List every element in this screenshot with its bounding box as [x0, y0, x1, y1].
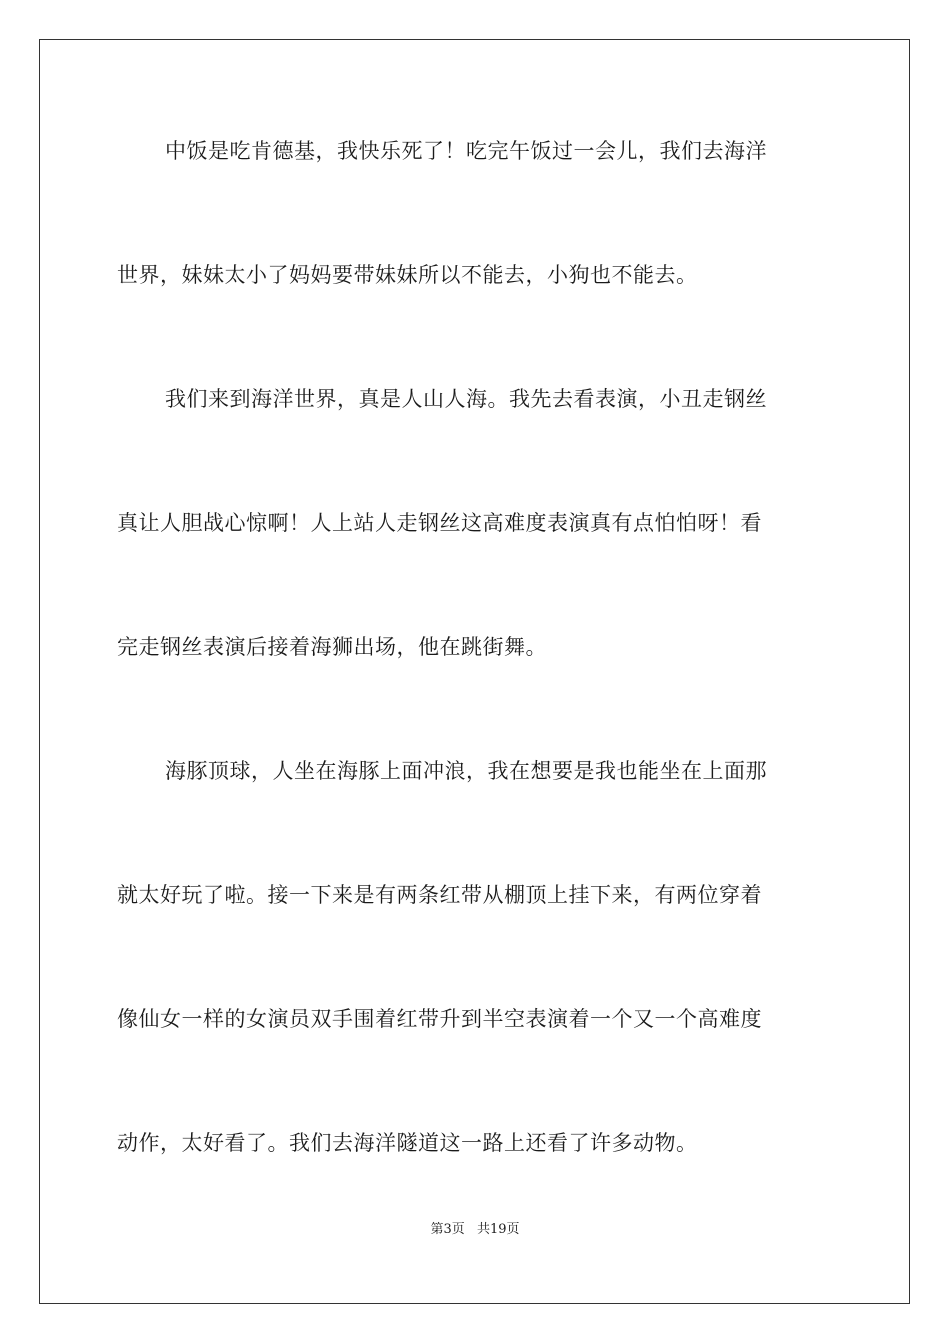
- paragraph-2-line-1: 我们来到海洋世界，真是人山人海。我先去看表演，小丑走钢丝: [165, 387, 767, 411]
- paragraph-2-line-3: 完走钢丝表演后接着海狮出场，他在跳街舞。: [117, 635, 547, 659]
- paragraph-1-line-2: 世界，妹妹太小了妈妈要带妹妹所以不能去，小狗也不能去。: [117, 263, 698, 287]
- page-border: [39, 39, 910, 1304]
- page-number: 第3页: [430, 1222, 465, 1237]
- paragraph-3-line-4: 动作，太好看了。我们去海洋隧道这一路上还看了许多动物。: [117, 1131, 698, 1155]
- paragraph-3-line-1: 海豚顶球，人坐在海豚上面冲浪，我在想要是我也能坐在上面那: [165, 759, 767, 783]
- page-footer: [0, 1218, 950, 1237]
- paragraph-2-line-2: 真让人胆战心惊啊！人上站人走钢丝这高难度表演真有点怕怕呀！看: [117, 511, 762, 535]
- total-pages: 共19页: [476, 1222, 520, 1237]
- paragraph-3-line-3: 像仙女一样的女演员双手围着红带升到半空表演着一个又一个高难度: [117, 1007, 762, 1031]
- paragraph-1-line-1: 中饭是吃肯德基，我快乐死了！吃完午饭过一会儿，我们去海洋: [165, 139, 767, 163]
- paragraph-3-line-2: 就太好玩了啦。接一下来是有两条红带从棚顶上挂下来，有两位穿着: [117, 883, 762, 907]
